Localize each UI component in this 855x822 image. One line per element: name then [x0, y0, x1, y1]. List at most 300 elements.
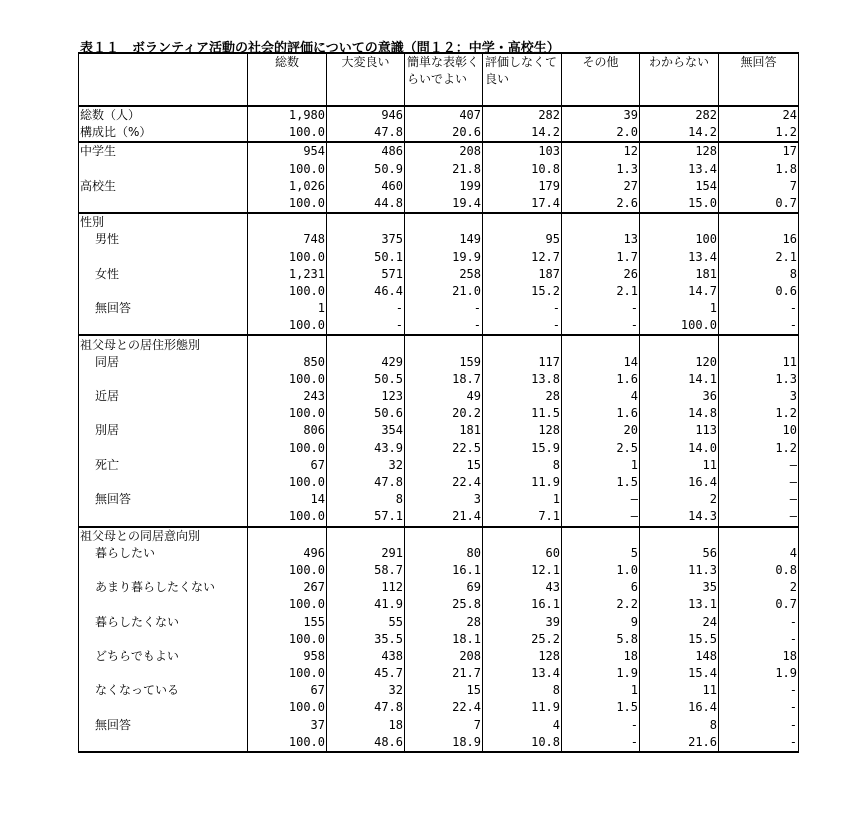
table-cell: - [562, 734, 640, 752]
row-label [79, 734, 248, 752]
table-row [79, 665, 799, 682]
table-cell: 8 [327, 491, 405, 508]
table-cell: 25.2 [483, 631, 562, 648]
table-cell: 100.0 [248, 562, 327, 579]
table-row [79, 142, 799, 160]
table-cell: 11 [640, 457, 719, 474]
table-row [79, 178, 799, 195]
table-row [79, 699, 799, 716]
table-row [79, 161, 799, 178]
table-cell: 429 [327, 354, 405, 371]
table-cell: 69 [405, 579, 483, 596]
table-cell: 181 [640, 266, 719, 283]
table-cell: 100.0 [248, 508, 327, 526]
table-cell: 45.7 [327, 665, 405, 682]
table-cell: 13.4 [483, 665, 562, 682]
table-row [79, 596, 799, 613]
table-cell: 80 [405, 545, 483, 562]
row-label: 祖父母との居住形態別 [79, 335, 248, 353]
table-cell: 5.8 [562, 631, 640, 648]
table-row [79, 474, 799, 491]
table-cell: 100 [640, 231, 719, 248]
table-row [79, 354, 799, 371]
table-cell [562, 335, 640, 353]
table-cell: 1.6 [562, 405, 640, 422]
table-cell: — [562, 491, 640, 508]
table-cell: 258 [405, 266, 483, 283]
table-cell: 11.9 [483, 699, 562, 716]
table-row [79, 682, 799, 699]
row-label [79, 405, 248, 422]
table-cell: 15 [405, 457, 483, 474]
table-cell: 18 [562, 648, 640, 665]
table-cell: 15.0 [640, 195, 719, 213]
table-row [79, 717, 799, 734]
table-cell: 16.1 [483, 596, 562, 613]
table-cell: 12.1 [483, 562, 562, 579]
table-cell [719, 335, 799, 353]
table-cell: 6 [562, 579, 640, 596]
table-cell: 19.4 [405, 195, 483, 213]
table-cell: - [483, 300, 562, 317]
table-cell: 35.5 [327, 631, 405, 648]
survey-table [78, 52, 799, 753]
table-cell: 14.2 [640, 124, 719, 142]
row-label [79, 474, 248, 491]
table-cell: 17.4 [483, 195, 562, 213]
table-cell: 39 [483, 613, 562, 630]
table-row [79, 648, 799, 665]
table-cell: 208 [405, 142, 483, 160]
table-cell: 496 [248, 545, 327, 562]
table-cell: 13.1 [640, 596, 719, 613]
table-cell: 24 [640, 613, 719, 630]
table-cell: 375 [327, 231, 405, 248]
table-cell: 958 [248, 648, 327, 665]
table-cell: 44.8 [327, 195, 405, 213]
table-cell: 438 [327, 648, 405, 665]
table-cell [719, 527, 799, 545]
table-cell: 113 [640, 422, 719, 439]
table-cell: 148 [640, 648, 719, 665]
row-label: 同居 [79, 354, 248, 371]
table-cell: 100.0 [248, 699, 327, 716]
table-cell: 50.9 [327, 161, 405, 178]
table-cell: 58.7 [327, 562, 405, 579]
row-label: あまり暮らしたくない [79, 579, 248, 596]
table-cell: 15.2 [483, 283, 562, 300]
table-cell: — [562, 508, 640, 526]
table-cell: 15.9 [483, 440, 562, 457]
table-cell [405, 527, 483, 545]
table-cell: 0.7 [719, 195, 799, 213]
row-label: 高校生 [79, 178, 248, 195]
row-label [79, 440, 248, 457]
table-cell: 7.1 [483, 508, 562, 526]
table-cell: - [719, 717, 799, 734]
table-cell: - [327, 317, 405, 335]
table-cell: 20.2 [405, 405, 483, 422]
table-cell: 100.0 [248, 405, 327, 422]
table-row [79, 527, 799, 545]
table-cell: - [405, 300, 483, 317]
table-cell: 8 [483, 682, 562, 699]
table-cell: 21.0 [405, 283, 483, 300]
table-row [79, 249, 799, 266]
table-cell: 18 [327, 717, 405, 734]
table-cell: 10 [719, 422, 799, 439]
table-cell: 26 [562, 266, 640, 283]
table-cell: 1.5 [562, 474, 640, 491]
table-cell: 282 [640, 106, 719, 124]
row-label: 性別 [79, 213, 248, 231]
table-cell: - [562, 300, 640, 317]
table-cell: 17 [719, 142, 799, 160]
table-cell: 103 [483, 142, 562, 160]
table-cell: - [405, 317, 483, 335]
table-cell [327, 335, 405, 353]
table-row [79, 422, 799, 439]
table-cell: 1 [640, 300, 719, 317]
row-label: 暮らしたくない [79, 613, 248, 630]
table-row [79, 231, 799, 248]
table-cell: 187 [483, 266, 562, 283]
table-cell: 13.8 [483, 371, 562, 388]
table-cell: 208 [405, 648, 483, 665]
table-row [79, 440, 799, 457]
table-row [79, 508, 799, 526]
table-cell: 32 [327, 457, 405, 474]
header-cell-very-good: 大変良い [327, 53, 405, 106]
table-cell: 1.3 [562, 161, 640, 178]
table-cell: - [719, 699, 799, 716]
table-cell: 5 [562, 545, 640, 562]
table-cell: 18.1 [405, 631, 483, 648]
row-label [79, 562, 248, 579]
table-cell: 13.4 [640, 249, 719, 266]
table-cell: 16 [719, 231, 799, 248]
table-cell: 123 [327, 388, 405, 405]
table-row [79, 266, 799, 283]
table-cell: - [719, 300, 799, 317]
table-cell: 1,231 [248, 266, 327, 283]
table-cell: 20.6 [405, 124, 483, 142]
table-cell: - [562, 317, 640, 335]
table-cell [719, 213, 799, 231]
table-cell: 2.0 [562, 124, 640, 142]
table-row [79, 491, 799, 508]
table-cell: 49 [405, 388, 483, 405]
row-label: 無回答 [79, 300, 248, 317]
table-cell: 128 [483, 648, 562, 665]
table-cell: 100.0 [640, 317, 719, 335]
table-cell [562, 213, 640, 231]
table-title: 表１１ ボランティア活動の社会的評価についての意識（問１２：中学・高校生） [80, 41, 560, 56]
table-cell: 14.8 [640, 405, 719, 422]
table-row [79, 734, 799, 752]
table-cell: 1.0 [562, 562, 640, 579]
table-cell: 460 [327, 178, 405, 195]
row-label: 祖父母との同居意向別 [79, 527, 248, 545]
table-cell: 36 [640, 388, 719, 405]
table-cell: 14.2 [483, 124, 562, 142]
table-cell: — [719, 508, 799, 526]
table-cell: 15.4 [640, 665, 719, 682]
table-cell: 95 [483, 231, 562, 248]
row-label [79, 161, 248, 178]
table-cell: 4 [562, 388, 640, 405]
table-cell: 22.4 [405, 699, 483, 716]
table-cell: 56 [640, 545, 719, 562]
table-cell [405, 213, 483, 231]
table-cell: 100.0 [248, 371, 327, 388]
table-cell: 21.7 [405, 665, 483, 682]
table-cell: 10.8 [483, 161, 562, 178]
table-cell: 2.2 [562, 596, 640, 613]
table-cell: 100.0 [248, 283, 327, 300]
table-cell: 25.8 [405, 596, 483, 613]
table-row [79, 335, 799, 353]
table-cell: 50.5 [327, 371, 405, 388]
table-cell: 13.4 [640, 161, 719, 178]
table-row [79, 631, 799, 648]
table-cell: 14 [248, 491, 327, 508]
table-cell: 8 [719, 266, 799, 283]
table-cell: 24 [719, 106, 799, 124]
row-label [79, 631, 248, 648]
table-cell: - [562, 717, 640, 734]
row-label [79, 665, 248, 682]
table-cell: 1.8 [719, 161, 799, 178]
table-cell: 1.2 [719, 405, 799, 422]
table-cell: 1 [483, 491, 562, 508]
table-cell: 2 [640, 491, 719, 508]
table-cell: 154 [640, 178, 719, 195]
table-cell: 1.6 [562, 371, 640, 388]
table-cell: - [327, 300, 405, 317]
header-cell-total: 総数 [248, 53, 327, 106]
table-cell: 18.9 [405, 734, 483, 752]
table-cell: 0.8 [719, 562, 799, 579]
row-label [79, 317, 248, 335]
row-label: 女性 [79, 266, 248, 283]
table-cell: 155 [248, 613, 327, 630]
table-row [79, 545, 799, 562]
row-label: なくなっている [79, 682, 248, 699]
table-cell: 1.2 [719, 124, 799, 142]
table-cell: 35 [640, 579, 719, 596]
table-cell [483, 335, 562, 353]
table-cell: 16.4 [640, 699, 719, 716]
table-cell: 39 [562, 106, 640, 124]
table-cell: 22.5 [405, 440, 483, 457]
table-cell: 47.8 [327, 699, 405, 716]
table-cell: 748 [248, 231, 327, 248]
table-cell [327, 527, 405, 545]
table-cell: 60 [483, 545, 562, 562]
table-cell: 55 [327, 613, 405, 630]
table-cell: 243 [248, 388, 327, 405]
table-cell: 1.3 [719, 371, 799, 388]
header-cell-no-evaluation: 評価しなくて良い [483, 53, 562, 106]
header-cell-no-answer: 無回答 [719, 53, 799, 106]
table-cell: 100.0 [248, 596, 327, 613]
table-row [79, 317, 799, 335]
table-cell [640, 335, 719, 353]
table-row [79, 106, 799, 124]
table-cell: 806 [248, 422, 327, 439]
header-cell-simple-award: 簡単な表彰くらいでよい [405, 53, 483, 106]
table-cell: 354 [327, 422, 405, 439]
table-cell: 571 [327, 266, 405, 283]
table-row [79, 405, 799, 422]
table-cell [640, 527, 719, 545]
table-cell: 8 [483, 457, 562, 474]
table-cell: 2.1 [719, 249, 799, 266]
row-label [79, 283, 248, 300]
table-cell: 43 [483, 579, 562, 596]
table-cell: — [719, 491, 799, 508]
row-label: 近居 [79, 388, 248, 405]
table-cell: 2 [719, 579, 799, 596]
table-cell: - [719, 631, 799, 648]
table-cell: 1 [562, 682, 640, 699]
row-label: どちらでもよい [79, 648, 248, 665]
table-cell: 100.0 [248, 249, 327, 266]
row-label: 中学生 [79, 142, 248, 160]
table-cell: 18.7 [405, 371, 483, 388]
table-cell: 37 [248, 717, 327, 734]
table-cell: 67 [248, 682, 327, 699]
row-label: 男性 [79, 231, 248, 248]
table-cell: 16.4 [640, 474, 719, 491]
table-cell: 16.1 [405, 562, 483, 579]
row-label: 別居 [79, 422, 248, 439]
table-cell: 149 [405, 231, 483, 248]
table-cell: 41.9 [327, 596, 405, 613]
table-cell: - [719, 613, 799, 630]
table-cell: 100.0 [248, 124, 327, 142]
table-cell: 100.0 [248, 317, 327, 335]
table-cell: 14 [562, 354, 640, 371]
table-cell: 128 [640, 142, 719, 160]
table-cell: 14.1 [640, 371, 719, 388]
table-cell: 120 [640, 354, 719, 371]
table-cell: 128 [483, 422, 562, 439]
table-cell: 2.6 [562, 195, 640, 213]
table-cell: 100.0 [248, 734, 327, 752]
table-cell: 11.3 [640, 562, 719, 579]
table-cell: 43.9 [327, 440, 405, 457]
table-cell: 1.9 [719, 665, 799, 682]
table-cell: 946 [327, 106, 405, 124]
table-cell: 11 [640, 682, 719, 699]
table-cell: 11 [719, 354, 799, 371]
row-label: 総数（人） [79, 106, 248, 124]
table-cell: 46.4 [327, 283, 405, 300]
table-body [79, 106, 799, 752]
table-cell: 12.7 [483, 249, 562, 266]
table-cell: — [719, 457, 799, 474]
row-label: 構成比（%） [79, 124, 248, 142]
table-row [79, 124, 799, 142]
table-cell [248, 527, 327, 545]
table-cell: 19.9 [405, 249, 483, 266]
row-label: 死亡 [79, 457, 248, 474]
table-row [79, 579, 799, 596]
table-cell [405, 335, 483, 353]
table-cell: 100.0 [248, 195, 327, 213]
table-cell: 67 [248, 457, 327, 474]
table-cell: 1.2 [719, 440, 799, 457]
table-cell: - [483, 317, 562, 335]
table-cell: 100.0 [248, 161, 327, 178]
table-cell: 27 [562, 178, 640, 195]
row-label [79, 195, 248, 213]
table-cell: 18 [719, 648, 799, 665]
header-cell-dont-know: わからない [640, 53, 719, 106]
table-cell: 32 [327, 682, 405, 699]
table-row [79, 195, 799, 213]
table-cell [248, 335, 327, 353]
table-cell: 181 [405, 422, 483, 439]
table-cell: 15 [405, 682, 483, 699]
table-cell [248, 213, 327, 231]
table-cell: 1.5 [562, 699, 640, 716]
table-cell: 21.6 [640, 734, 719, 752]
table-cell: 47.8 [327, 124, 405, 142]
table-cell: 1.7 [562, 249, 640, 266]
header-row [79, 53, 799, 106]
table-cell: - [719, 734, 799, 752]
table-cell: 1,026 [248, 178, 327, 195]
row-label: 無回答 [79, 717, 248, 734]
table-cell: 14.3 [640, 508, 719, 526]
table-cell: 199 [405, 178, 483, 195]
table-cell: - [719, 317, 799, 335]
table-cell: 3 [405, 491, 483, 508]
table-cell: 4 [719, 545, 799, 562]
table-cell: 100.0 [248, 665, 327, 682]
table-cell: 291 [327, 545, 405, 562]
table-cell: 22.4 [405, 474, 483, 491]
row-label [79, 699, 248, 716]
table-cell: 57.1 [327, 508, 405, 526]
table-cell: 486 [327, 142, 405, 160]
table-cell: — [719, 474, 799, 491]
table-row [79, 283, 799, 300]
table-cell: 28 [483, 388, 562, 405]
table-cell: 20 [562, 422, 640, 439]
table-cell: 0.7 [719, 596, 799, 613]
table-row [79, 300, 799, 317]
table-cell: - [719, 682, 799, 699]
table-cell: 4 [483, 717, 562, 734]
row-label [79, 249, 248, 266]
table-cell: 112 [327, 579, 405, 596]
table-cell: 267 [248, 579, 327, 596]
table-cell: 2.5 [562, 440, 640, 457]
table-cell: 11.5 [483, 405, 562, 422]
table-cell: 100.0 [248, 631, 327, 648]
table-cell: 282 [483, 106, 562, 124]
table-cell: 1 [562, 457, 640, 474]
table-cell: 954 [248, 142, 327, 160]
table-cell: 0.6 [719, 283, 799, 300]
table-row [79, 388, 799, 405]
table-cell: 100.0 [248, 474, 327, 491]
row-label: 暮らしたい [79, 545, 248, 562]
